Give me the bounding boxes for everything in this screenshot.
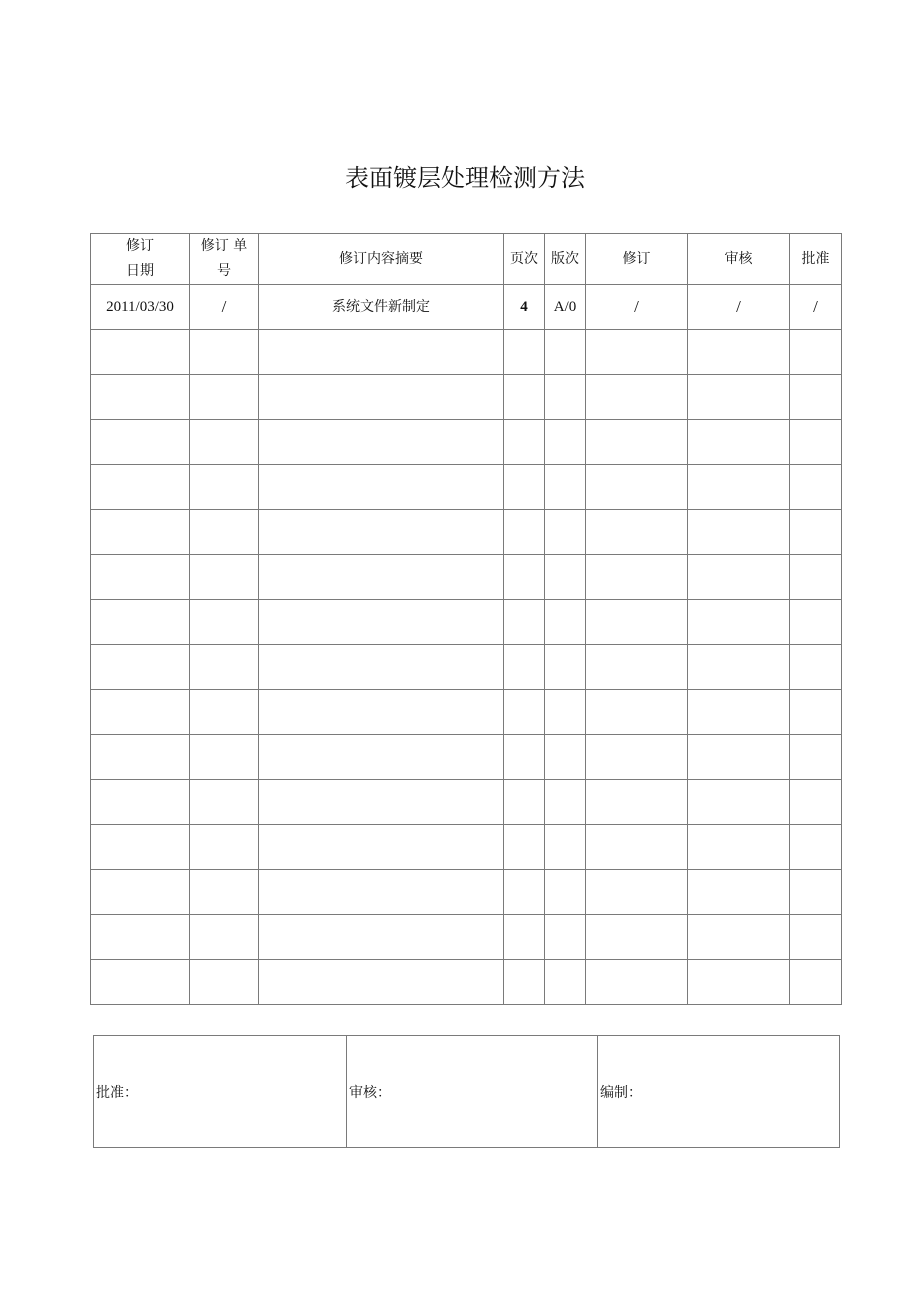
empty-cell [91,510,190,555]
empty-cell [504,690,545,735]
empty-cell [190,510,259,555]
table-row-empty [91,465,842,510]
header-revision-date-line2: 日期 [126,263,154,279]
empty-cell [259,330,504,375]
empty-cell [790,330,842,375]
empty-cell [545,825,586,870]
empty-cell [790,555,842,600]
header-revised: 修订 [586,234,688,285]
empty-cell [190,645,259,690]
empty-cell [688,330,790,375]
empty-cell [259,420,504,465]
table-row-empty [91,645,842,690]
cell-page: 4 [504,285,545,330]
empty-cell [586,465,688,510]
empty-cell [259,600,504,645]
signature-row [94,1036,840,1148]
empty-cell [545,510,586,555]
empty-cell [586,420,688,465]
empty-cell [688,465,790,510]
table-row-empty [91,600,842,645]
empty-cell [545,780,586,825]
empty-cell [504,600,545,645]
header-version: 版次 [545,234,586,285]
cell-order: / [190,285,259,330]
signature-table [93,1035,840,1148]
empty-cell [504,420,545,465]
empty-cell [91,600,190,645]
empty-cell [790,510,842,555]
empty-cell [259,690,504,735]
empty-cell [91,780,190,825]
empty-cell [259,375,504,420]
empty-cell [545,870,586,915]
header-revision-order-line1: 修订 单 [200,238,248,254]
empty-cell [586,555,688,600]
empty-cell [545,420,586,465]
empty-cell [259,510,504,555]
table-row-empty [91,330,842,375]
empty-cell [586,735,688,780]
empty-cell [545,915,586,960]
empty-cell [688,870,790,915]
empty-cell [504,780,545,825]
empty-cell [790,960,842,1005]
empty-cell [91,915,190,960]
empty-cell [545,960,586,1005]
table-row-empty [91,690,842,735]
empty-cell [790,420,842,465]
compile-label: 编制： [600,1084,642,1101]
header-revision-date-line1: 修订 [126,238,154,254]
empty-cell [504,735,545,780]
empty-cell [504,510,545,555]
empty-cell [688,645,790,690]
table-row-empty [91,555,842,600]
empty-cell [688,420,790,465]
table-row-empty [91,510,842,555]
empty-cell [790,915,842,960]
compile-field [598,1036,840,1148]
table-row-empty [91,780,842,825]
empty-cell [545,555,586,600]
empty-cell [790,600,842,645]
header-revision-order-line2: 号 [217,263,231,279]
empty-cell [504,465,545,510]
empty-cell [259,465,504,510]
header-approved: 批准 [790,234,842,285]
empty-cell [91,555,190,600]
empty-cell [91,645,190,690]
empty-cell [790,870,842,915]
document-title: 表面镀层处理检测方法 [345,164,585,192]
empty-cell [688,510,790,555]
cell-reviewed: / [688,285,790,330]
empty-cell [190,915,259,960]
header-revision-summary: 修订内容摘要 [259,234,504,285]
header-revision-date [91,234,190,285]
empty-cell [190,555,259,600]
empty-cell [259,870,504,915]
empty-cell [790,825,842,870]
empty-cell [586,600,688,645]
revision-history-table [90,233,842,1005]
empty-cell [790,465,842,510]
empty-cell [586,375,688,420]
header-reviewed: 审核 [688,234,790,285]
empty-cell [504,375,545,420]
cell-summary: 系统文件新制定 [259,285,504,330]
empty-cell [91,870,190,915]
empty-cell [190,600,259,645]
empty-cell [504,555,545,600]
empty-cell [586,915,688,960]
table-row-empty [91,735,842,780]
empty-cell [190,690,259,735]
empty-cell [504,330,545,375]
empty-cell [586,510,688,555]
empty-cell [688,555,790,600]
empty-cell [91,735,190,780]
empty-cell [790,375,842,420]
empty-cell [688,960,790,1005]
empty-cell [504,870,545,915]
empty-cell [190,465,259,510]
empty-cell [504,960,545,1005]
empty-cell [545,735,586,780]
empty-cell [790,645,842,690]
approve-field [94,1036,347,1148]
empty-cell [91,465,190,510]
empty-cell [190,960,259,1005]
empty-cell [259,735,504,780]
empty-cell [545,645,586,690]
table-row-empty [91,825,842,870]
empty-cell [545,600,586,645]
cell-approved: / [790,285,842,330]
empty-cell [91,960,190,1005]
empty-cell [586,960,688,1005]
table-row [91,285,842,330]
empty-cell [586,330,688,375]
empty-cell [190,420,259,465]
empty-cell [586,645,688,690]
empty-cell [545,465,586,510]
empty-cell [688,825,790,870]
approve-label: 批准： [96,1084,138,1101]
empty-cell [688,375,790,420]
empty-cell [259,960,504,1005]
empty-cell [586,825,688,870]
revision-table-header-row [91,234,842,285]
empty-cell [259,645,504,690]
empty-cell [545,690,586,735]
table-row-empty [91,960,842,1005]
header-revision-order [190,234,259,285]
empty-cell [688,600,790,645]
table-row-empty [91,915,842,960]
empty-cell [688,690,790,735]
empty-cell [190,735,259,780]
header-page: 页次 [504,234,545,285]
revision-table-body [91,234,842,1005]
empty-cell [790,780,842,825]
empty-cell [688,915,790,960]
empty-cell [190,870,259,915]
review-label: 审核： [349,1084,391,1101]
cell-version: A/0 [545,285,586,330]
table-row-empty [91,870,842,915]
empty-cell [190,330,259,375]
review-field [347,1036,598,1148]
empty-cell [688,735,790,780]
empty-cell [790,690,842,735]
empty-cell [259,825,504,870]
empty-cell [91,375,190,420]
empty-cell [91,330,190,375]
empty-cell [259,780,504,825]
table-row-empty [91,375,842,420]
empty-cell [259,915,504,960]
empty-cell [545,375,586,420]
empty-cell [504,825,545,870]
empty-cell [586,870,688,915]
empty-cell [545,330,586,375]
empty-cell [586,690,688,735]
empty-cell [190,780,259,825]
empty-cell [259,555,504,600]
empty-cell [190,825,259,870]
empty-cell [91,825,190,870]
empty-cell [504,915,545,960]
empty-cell [91,420,190,465]
empty-cell [504,645,545,690]
cell-revised: / [586,285,688,330]
cell-date: 2011/03/30 [91,285,190,330]
empty-cell [190,375,259,420]
empty-cell [586,780,688,825]
table-row-empty [91,420,842,465]
empty-cell [790,735,842,780]
empty-cell [688,780,790,825]
empty-cell [91,690,190,735]
